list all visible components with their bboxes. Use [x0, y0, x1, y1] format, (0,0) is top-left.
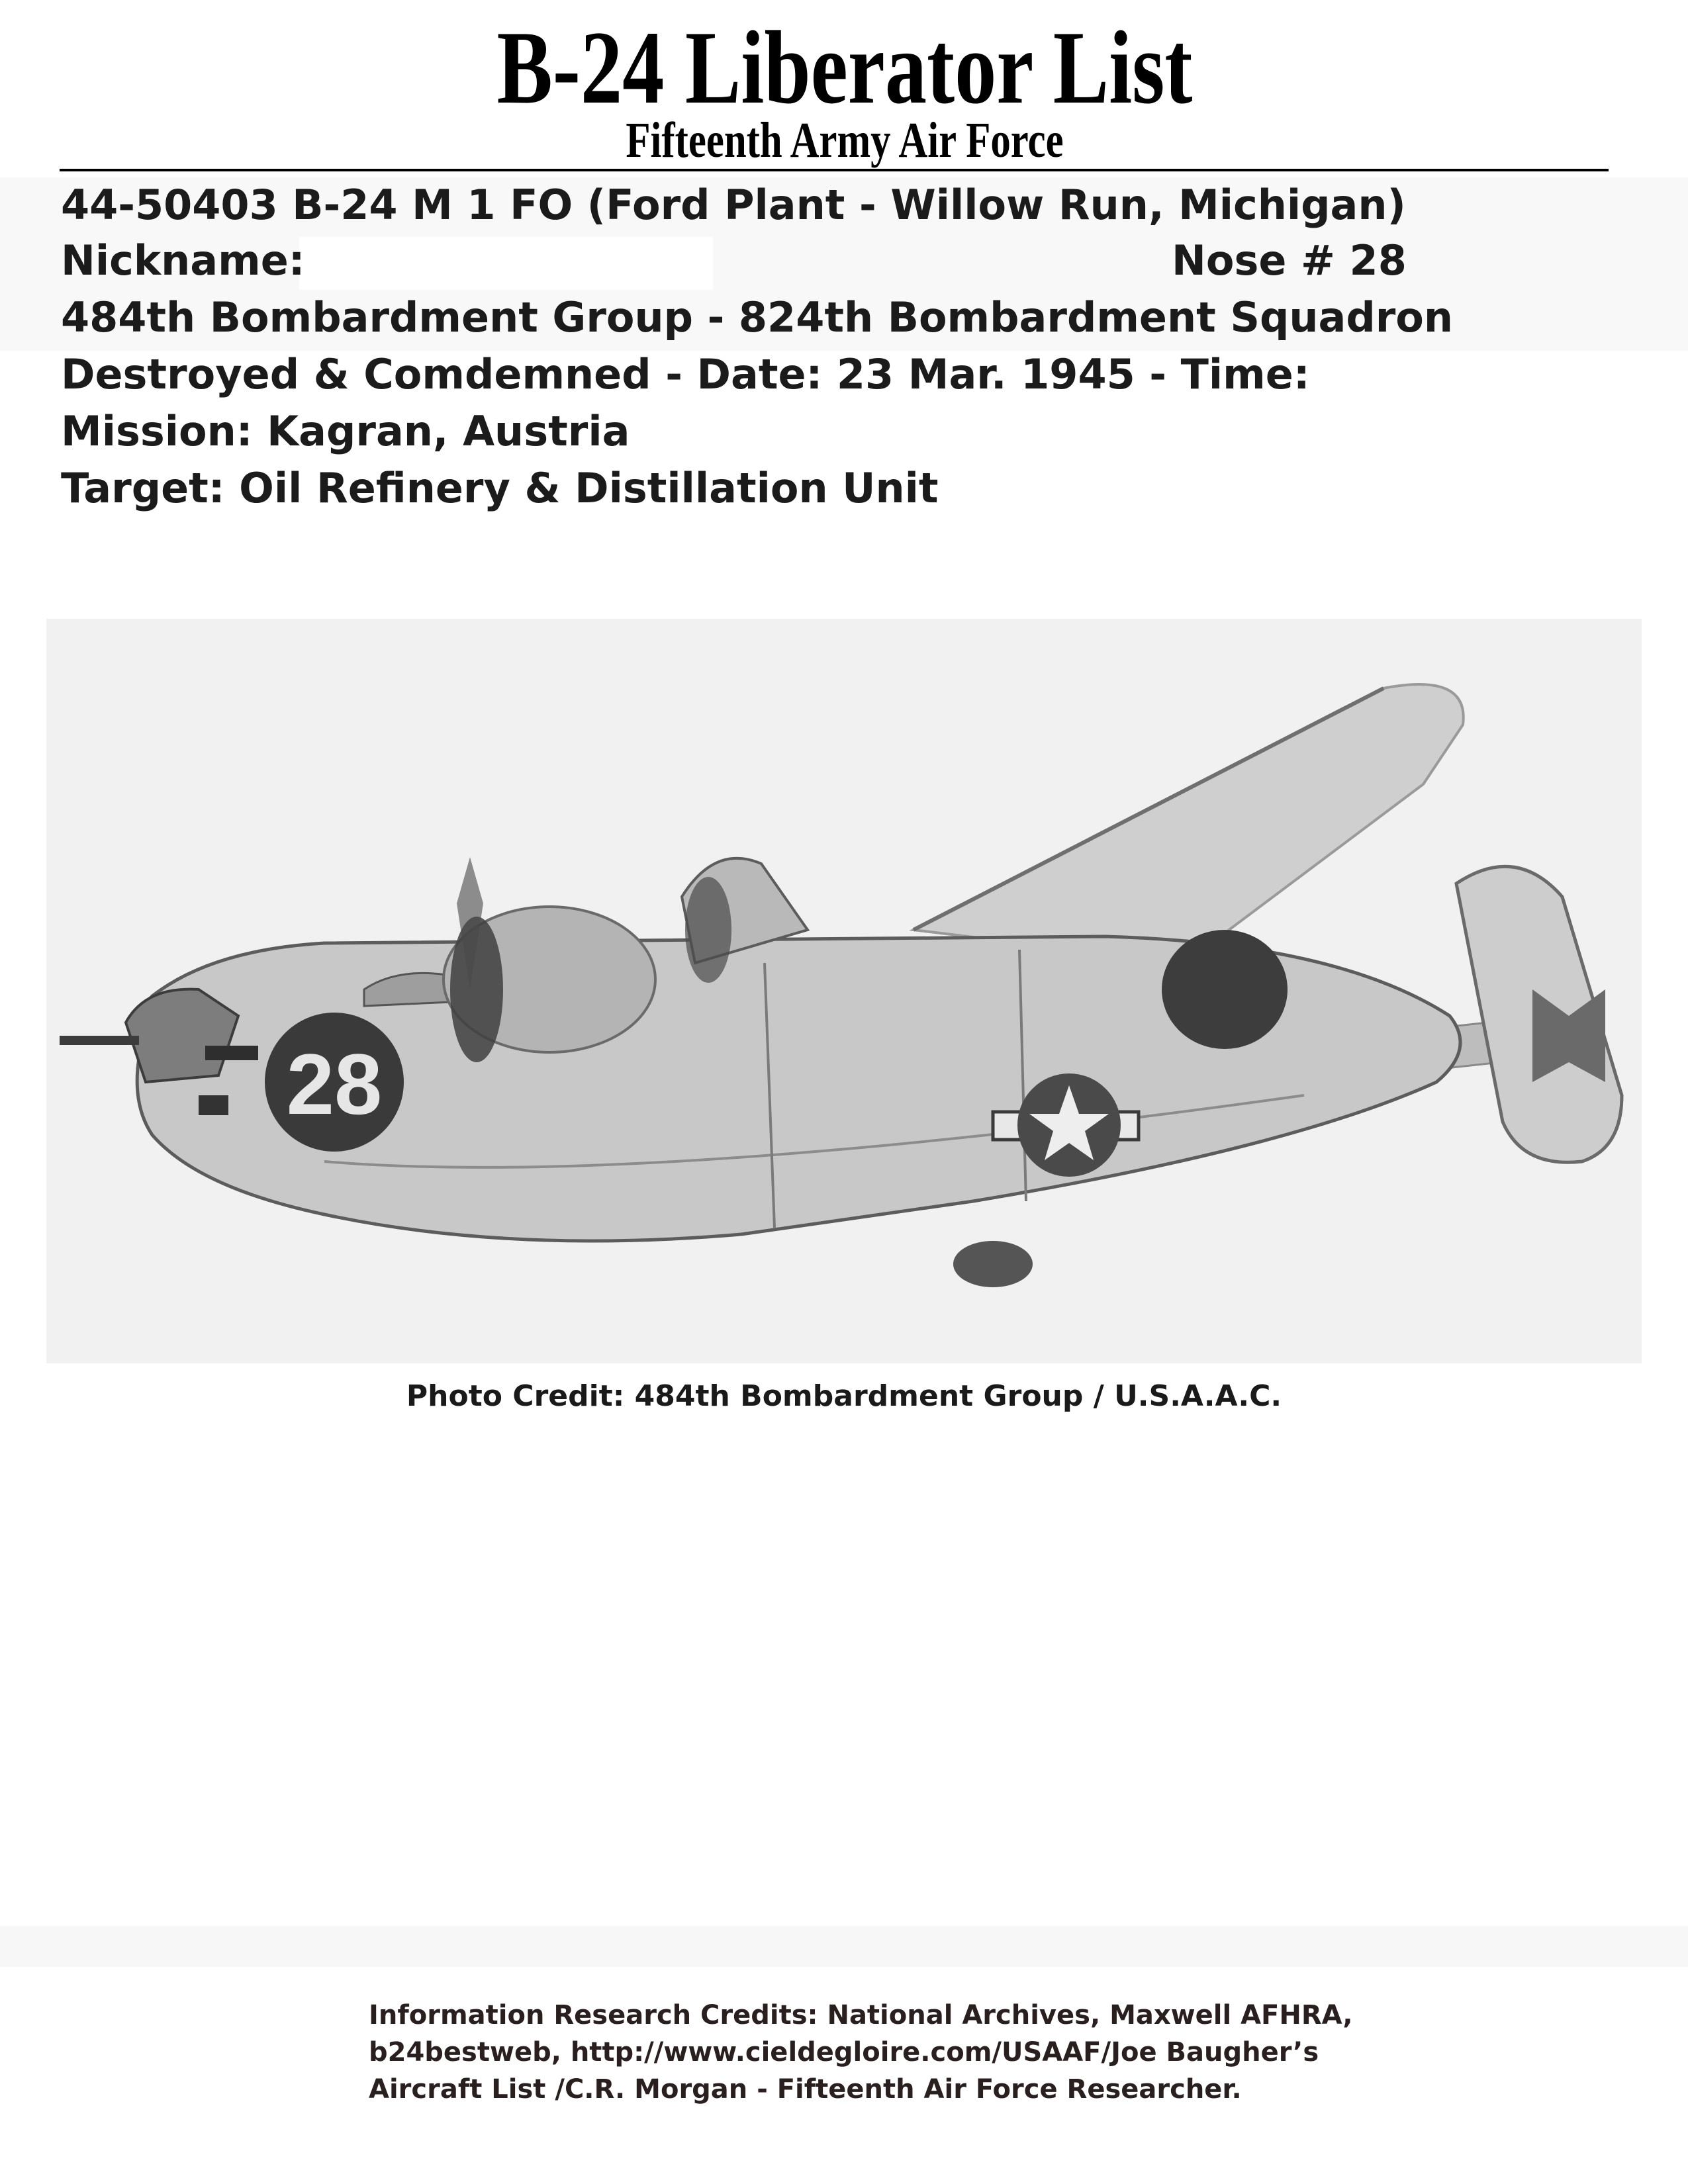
- footer-credit-line-2: b24bestweb, http://www.cieldegloire.com/USAAF/Joe Baugher’s: [369, 2037, 1319, 2068]
- footer-credit-line-1: Information Research Credits: National Archives, Maxwell AFHRA,: [369, 2000, 1353, 2030]
- page-subtitle: Fifteenth Army Air Force: [626, 113, 1064, 168]
- page-title: B-24 Liberator List: [496, 10, 1193, 126]
- nickname-value-box: [299, 237, 713, 290]
- serial-line: 44-50403 B-24 M 1 FO (Ford Plant - Willow Run, Michigan): [61, 181, 1406, 229]
- nose-number-marking: 28: [286, 1036, 383, 1132]
- photo-credit: Photo Credit: 484th Bombardment Group / U.S.A.A.C.: [406, 1379, 1282, 1413]
- status-line: Destroyed & Comdemned - Date: 23 Mar. 1945 - Time:: [61, 350, 1310, 398]
- nickname-label: Nickname:: [61, 236, 305, 285]
- aircraft-photo: [46, 619, 1642, 1363]
- target-line: Target: Oil Refinery & Distillation Unit: [61, 464, 939, 512]
- nose-number-label: Nose # 28: [1172, 236, 1407, 285]
- footer-band: [0, 1926, 1688, 1967]
- footer-credit-line-3: Aircraft List /C.R. Morgan - Fifteenth Air Force Researcher.: [369, 2074, 1242, 2105]
- unit-line: 484th Bombardment Group - 824th Bombardment Squadron: [61, 293, 1454, 341]
- header-rule: [60, 169, 1609, 171]
- mission-line: Mission: Kagran, Austria: [61, 407, 630, 455]
